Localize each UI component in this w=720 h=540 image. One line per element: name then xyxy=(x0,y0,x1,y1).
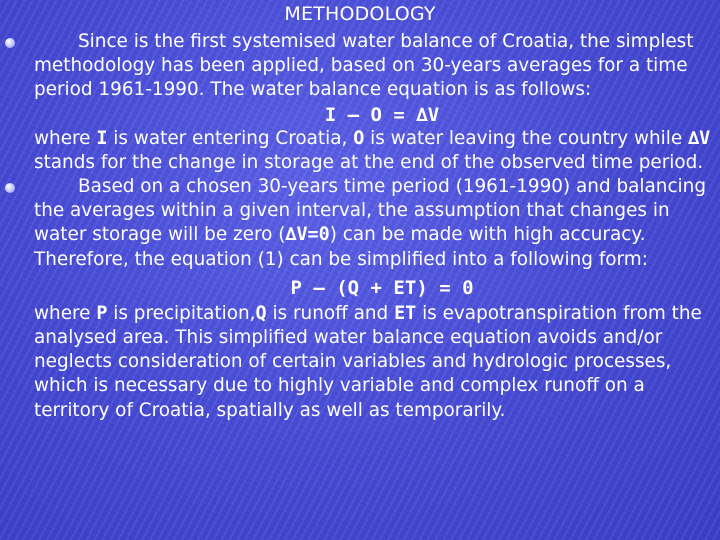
bullet-icon xyxy=(5,38,15,48)
equation-2: P – (Q + ET) = 0 xyxy=(290,276,474,299)
bullet2-text-b: ) can be made with high accuracy. Therefore, the equation (1) can be simplified into a following form: xyxy=(34,224,648,270)
var-O: O xyxy=(353,127,365,149)
var-I: I xyxy=(96,127,108,149)
bullet2-text-a: Based on a chosen 30-years time period (1961-1990) and balancing the averages within a given interval, the assumption that changes in water storage will be zero ( xyxy=(34,176,706,246)
bullet1-text-a: Since is the first systemised water balance of Croatia, the simplest methodology has been applied, based on 30-years averages for a time period 1961-1990. The water balance equation is as follows: xyxy=(34,31,694,101)
slide-title: METHODOLOGY xyxy=(284,3,436,25)
bullet1-definition xyxy=(34,127,716,175)
bullet-item-2 xyxy=(34,175,716,272)
slide-content xyxy=(34,30,716,423)
bullet2-definition xyxy=(34,302,716,423)
bullet2-text-e: is evapotranspiration from the analysed area. This simplified water balance equation avoids and/or neglects consideration of certain variables and hydrologic processes, which is necessary due to highly variable and complex runoff on a territory of Croatia, spatially as well as temporarily. xyxy=(34,302,702,421)
var-Q: Q xyxy=(255,302,267,324)
equation-1: I – O = ∆V xyxy=(324,103,440,126)
bullet1-text-d: stands for the change in storage at the end of the observed time period. xyxy=(34,151,704,173)
bullet2-text-c: is precipitation, xyxy=(107,302,256,324)
var-delta-V: ∆V xyxy=(688,127,711,149)
var-ET: ET xyxy=(394,302,417,324)
bullet-icon xyxy=(5,183,15,193)
where-label: where xyxy=(34,127,97,149)
where-label: where xyxy=(34,302,97,324)
var-P: P xyxy=(96,302,108,324)
bullet-item-1 xyxy=(34,30,716,103)
bullet1-text-c: is water leaving the country while xyxy=(364,127,689,149)
bullet1-text-b: is water entering Croatia, xyxy=(107,127,354,149)
var-delta-V-zero: ∆V=0 xyxy=(285,224,330,246)
bullet2-text-d: is runoff and xyxy=(266,302,395,324)
